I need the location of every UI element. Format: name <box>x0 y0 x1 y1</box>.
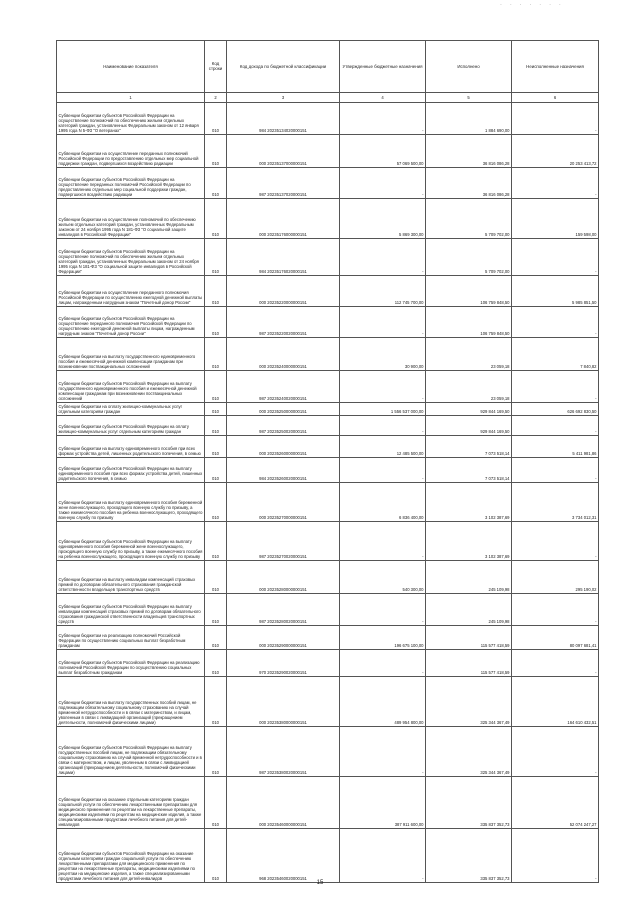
row-kbk: 000 20235220000000151 <box>227 276 340 307</box>
scan-mark: · · · · · · · <box>500 2 564 9</box>
row-done: 929 844 169,50 <box>426 403 512 416</box>
row-rest: 52 074 247,27 <box>512 777 599 829</box>
row-name: Субвенции бюджетам субъектов Российской Федерации на оплату жилищно-коммунальных услуг отдельным категориям граждан <box>57 416 205 436</box>
row-kbk: 984 20235134020000151 <box>227 103 340 135</box>
row-done: 335 837 352,73 <box>426 777 512 829</box>
row-code: 010 <box>205 168 227 199</box>
row-plan: 112 745 700,00 <box>340 276 426 307</box>
row-done: 36 816 086,28 <box>426 135 512 168</box>
header-rest: Неисполненные назначения <box>512 41 599 93</box>
row-name: Субвенции бюджетам на осуществление полномочий по обеспечению жильем отдельных категорий граждан, установленных Федеральным законом от 24 ноября 1995 года N 181-ФЗ "О социальной защите инвалидов в Российской Федерации" <box>57 199 205 239</box>
table-row <box>57 276 599 307</box>
row-plan: - <box>340 727 426 777</box>
row-kbk: 000 20235260000000151 <box>227 436 340 458</box>
row-rest: - <box>512 727 599 777</box>
row-plan: 5 869 300,00 <box>340 199 426 239</box>
row-kbk: 000 20235290000000151 <box>227 626 340 650</box>
table-row <box>57 168 599 199</box>
row-plan: - <box>340 650 426 677</box>
row-done: 23 059,18 <box>426 371 512 403</box>
row-rest: - <box>512 522 599 561</box>
table-row <box>57 239 599 276</box>
row-rest: 5 985 851,50 <box>512 276 599 307</box>
row-code: 010 <box>205 594 227 626</box>
row-code: 010 <box>205 403 227 416</box>
row-name: Субвенции бюджетам субъектов Российской Федерации на реализацию полномочий Российской Федерации по осуществлению социальных выплат безработным гражданам <box>57 650 205 677</box>
row-plan: - <box>340 416 426 436</box>
row-kbk: 987 20235250020000151 <box>227 416 340 436</box>
row-code: 010 <box>205 199 227 239</box>
table-row <box>57 522 599 561</box>
row-plan: - <box>340 371 426 403</box>
row-done: 7 073 518,14 <box>426 458 512 483</box>
row-code: 010 <box>205 371 227 403</box>
row-name: Субвенции бюджетам субъектов Российской Федерации на выплату государственного единовременного пособия и ежемесячной денежной компенсации гражданам при возникновении поствакцинальных осложнений <box>57 371 205 403</box>
row-code: 010 <box>205 135 227 168</box>
row-name: Субвенции бюджетам на оплату жилищно-коммунальных услуг отдельным категориям граждан <box>57 403 205 416</box>
row-rest: 20 253 413,72 <box>512 135 599 168</box>
row-code: 010 <box>205 777 227 829</box>
row-rest: - <box>512 168 599 199</box>
row-name: Субвенции бюджетам субъектов Российской Федерации на выплату государственных пособий лицам, не подлежащим обязательному социальному страхованию на случай временной нетрудоспособности и в связи с материнством, и лицам, уволенным в связи с ликвидацией организаций (прекращением деятельности, полномочий физическими лицами) <box>57 727 205 777</box>
row-code: 010 <box>205 458 227 483</box>
row-kbk: 000 20235176000000151 <box>227 199 340 239</box>
row-kbk: 968 20235460020000151 <box>227 829 340 883</box>
table-row <box>57 483 599 522</box>
row-name: Субвенции бюджетам субъектов Российской Федерации на оказание отдельным категориям граждан социальной услуги по обеспечению лекарственными препаратами для медицинского применения по рецептам на лекарственные препараты, медицинскими изделиями по рецептам на медицинские изделия, а также специализированными продуктами лечебного питания для детей-инвалидов <box>57 829 205 883</box>
table-row <box>57 403 599 416</box>
row-name: Субвенции бюджетам на реализацию полномочий Российской Федерации по осуществлению социальных выплат безработным гражданам <box>57 626 205 650</box>
row-kbk: 987 20235240020000151 <box>227 371 340 403</box>
row-code: 010 <box>205 276 227 307</box>
column-number: 1 <box>57 93 205 103</box>
row-plan: - <box>340 594 426 626</box>
row-name: Субвенции бюджетам на выплату государственных пособий лицам, не подлежащим обязательному социальному страхованию на случай временной нетрудоспособности и в связи с материнством, и лицам, уволенным в связи с ликвидацией организаций (прекращением деятельности, полномочий физическими лицами) <box>57 677 205 727</box>
row-code: 010 <box>205 829 227 883</box>
row-name: Субвенции бюджетам на осуществление переданного полномочия Российской Федерации по осуществлению ежегодной денежной выплаты лицам, награжденным нагрудным знаком "Почетный донор России" <box>57 276 205 307</box>
page-number: 15 <box>316 880 324 886</box>
row-name: Субвенции бюджетам на выплату единовременного пособия при всех формах устройства детей, лишенных родительского попечения, в семью <box>57 436 205 458</box>
row-rest: - <box>512 829 599 883</box>
row-name: Субвенции бюджетам на оказание отдельным категориям граждан социальной услуги по обеспечению лекарственными препаратами для медицинского применения по рецептам на лекарственные препараты, медицинскими изделиями по рецептам на медицинские изделия, а также специализированными продуктами лечебного питания для детей-инвалидов <box>57 777 205 829</box>
row-done: 325 344 367,49 <box>426 677 512 727</box>
row-code: 010 <box>205 307 227 338</box>
row-kbk: 000 20235250000000151 <box>227 403 340 416</box>
row-kbk: 000 20235380000000151 <box>227 677 340 727</box>
row-done: 5 709 702,00 <box>426 239 512 276</box>
row-done: 5 709 702,00 <box>426 199 512 239</box>
row-name: Субвенции бюджетам на осуществление переданных полномочий Российской Федерации по предоставлению отдельных мер социальной поддержки граждан, подвергшихся воздействию радиации <box>57 135 205 168</box>
row-name: Субвенции бюджетам субъектов Российской Федерации на осуществление полномочий по обеспечению жильем отдельных категорий граждан, установленных Федеральным законом от 24 ноября 1995 года N 181-ФЗ "О социальной защите инвалидов в Российской Федерации" <box>57 239 205 276</box>
table-row <box>57 458 599 483</box>
row-rest: 159 598,00 <box>512 199 599 239</box>
table-row <box>57 416 599 436</box>
table-row <box>57 727 599 777</box>
row-rest: - <box>512 239 599 276</box>
row-plan: 489 954 800,00 <box>340 677 426 727</box>
row-kbk: 000 20235280000000151 <box>227 561 340 594</box>
row-done: 1 884 690,00 <box>426 103 512 135</box>
revenue-table <box>56 40 599 883</box>
row-plan: - <box>340 307 426 338</box>
table-row <box>57 594 599 626</box>
row-rest: 295 190,02 <box>512 561 599 594</box>
column-number: 5 <box>426 93 512 103</box>
row-name: Субвенции бюджетам субъектов Российской Федерации на выплату инвалидам компенсаций страховых премий по договорам обязательного страхования гражданской ответственности владельцев транспортных средств <box>57 594 205 626</box>
row-rest: 3 734 012,31 <box>512 483 599 522</box>
table-row <box>57 199 599 239</box>
table-row <box>57 103 599 135</box>
row-kbk: 000 20235240000000151 <box>227 338 340 371</box>
row-code: 010 <box>205 416 227 436</box>
row-plan: 12 485 500,00 <box>340 436 426 458</box>
row-code: 010 <box>205 483 227 522</box>
row-rest: - <box>512 371 599 403</box>
row-plan: - <box>340 239 426 276</box>
row-kbk: 984 20235260020000151 <box>227 458 340 483</box>
row-code: 010 <box>205 727 227 777</box>
row-plan: 57 069 500,00 <box>340 135 426 168</box>
row-code: 010 <box>205 436 227 458</box>
table-row <box>57 338 599 371</box>
table-row <box>57 436 599 458</box>
row-code: 010 <box>205 239 227 276</box>
table-row <box>57 677 599 727</box>
row-name: Субвенции бюджетам на выплату государственного единовременного пособия и ежемесячной денежной компенсации гражданам при возникновении поствакцинальных осложнений <box>57 338 205 371</box>
row-name: Субвенции бюджетам на выплату единовременного пособия беременной жене военнослужащего, проходящего военную службу по призыву, а также ежемесячного пособия на ребенка военнослужащего, проходящего военную службу по призыву <box>57 483 205 522</box>
row-name: Субвенции бюджетам субъектов Российской Федерации на осуществление переданных полномочий Российской Федерации по предоставлению отдельных мер социальной поддержки граждан, подвергшихся воздействию радиации <box>57 168 205 199</box>
row-kbk: 000 20235137000000151 <box>227 135 340 168</box>
row-kbk: 000 20235270000000151 <box>227 483 340 522</box>
table-row <box>57 650 599 677</box>
row-rest: - <box>512 416 599 436</box>
header-name: Наименование показателя <box>57 41 205 93</box>
row-done: 335 837 352,73 <box>426 829 512 883</box>
table-row <box>57 626 599 650</box>
row-plan: 6 836 400,00 <box>340 483 426 522</box>
row-code: 010 <box>205 626 227 650</box>
row-done: 3 102 387,69 <box>426 483 512 522</box>
row-done: 245 109,98 <box>426 594 512 626</box>
header-kbk: Код дохода по бюджетной классификации <box>227 41 340 93</box>
row-plan: 196 675 100,00 <box>340 626 426 650</box>
row-rest: 626 692 830,50 <box>512 403 599 416</box>
header-plan: Утвержденные бюджетные назначения <box>340 41 426 93</box>
header-row <box>57 41 599 93</box>
row-kbk: 970 20235290020000151 <box>227 650 340 677</box>
row-rest: 164 610 432,51 <box>512 677 599 727</box>
row-name: Субвенции бюджетам субъектов Российской Федерации на осуществление переданного полномочия Российской Федерации по осуществлению ежегодной денежной выплаты лицам, награжденным нагрудным знаком "Почетный донор России" <box>57 307 205 338</box>
row-plan: 1 556 537 000,00 <box>340 403 426 416</box>
row-plan: - <box>340 458 426 483</box>
row-done: 23 059,18 <box>426 338 512 371</box>
table-row <box>57 307 599 338</box>
row-done: 115 577 418,59 <box>426 626 512 650</box>
row-code: 010 <box>205 677 227 727</box>
row-kbk: 984 20235176020000151 <box>227 239 340 276</box>
row-name: Субвенции бюджетам субъектов Российской Федерации на выплату единовременного пособия беременной жене военнослужащего, проходящего военную службу по призыву, а также ежемесячного пособия на ребенка военнослужащего, проходящего военную службу по призыву <box>57 522 205 561</box>
row-rest: - <box>512 594 599 626</box>
row-code: 010 <box>205 650 227 677</box>
table-row <box>57 371 599 403</box>
row-done: 106 759 848,50 <box>426 307 512 338</box>
column-number: 4 <box>340 93 426 103</box>
row-done: 245 109,98 <box>426 561 512 594</box>
row-name: Субвенции бюджетам на выплату инвалидам компенсаций страховых премий по договорам обязательного страхования гражданской ответственности владельцев транспортных средств <box>57 561 205 594</box>
row-done: 106 759 848,50 <box>426 276 512 307</box>
column-number-row <box>57 93 599 103</box>
row-code: 010 <box>205 522 227 561</box>
row-rest: - <box>512 307 599 338</box>
table-row <box>57 777 599 829</box>
row-plan: - <box>340 103 426 135</box>
row-done: 929 844 169,50 <box>426 416 512 436</box>
row-plan: 30 900,00 <box>340 338 426 371</box>
row-rest: - <box>512 103 599 135</box>
header-done: Исполнено <box>426 41 512 93</box>
column-number: 2 <box>205 93 227 103</box>
row-code: 010 <box>205 338 227 371</box>
row-kbk: 987 20235380020000151 <box>227 727 340 777</box>
row-code: 010 <box>205 561 227 594</box>
row-name: Субвенции бюджетам субъектов Российской Федерации на осуществление полномочий по обеспечению жильем отдельных категорий граждан, установленных Федеральным законом от 12 января 1995 года N 5-ФЗ "О ветеранах" <box>57 103 205 135</box>
column-number: 6 <box>512 93 599 103</box>
row-done: 3 102 387,69 <box>426 522 512 561</box>
row-kbk: 987 20235137020000151 <box>227 168 340 199</box>
column-number: 3 <box>227 93 340 103</box>
table-row <box>57 135 599 168</box>
row-plan: - <box>340 522 426 561</box>
row-rest: 5 411 981,86 <box>512 436 599 458</box>
row-rest: 7 840,82 <box>512 338 599 371</box>
row-done: 325 344 367,49 <box>426 727 512 777</box>
row-done: 7 073 518,14 <box>426 436 512 458</box>
row-rest: - <box>512 458 599 483</box>
row-kbk: 987 20235220020000151 <box>227 307 340 338</box>
row-plan: - <box>340 829 426 883</box>
row-kbk: 987 20235270020000151 <box>227 522 340 561</box>
row-plan: - <box>340 168 426 199</box>
table-row <box>57 829 599 883</box>
row-kbk: 987 20235280020000151 <box>227 594 340 626</box>
row-rest: - <box>512 650 599 677</box>
row-name: Субвенции бюджетам субъектов Российской Федерации на выплату единовременного пособия при всех формах устройства детей, лишенных родительского попечения, в семью <box>57 458 205 483</box>
row-rest: 80 097 681,41 <box>512 626 599 650</box>
row-done: 115 577 418,59 <box>426 650 512 677</box>
row-plan: 387 911 600,00 <box>340 777 426 829</box>
row-plan: 540 300,00 <box>340 561 426 594</box>
row-code: 010 <box>205 103 227 135</box>
row-kbk: 000 20235460000000151 <box>227 777 340 829</box>
row-done: 36 816 086,28 <box>426 168 512 199</box>
table-row <box>57 561 599 594</box>
header-code: Код строки <box>205 41 227 93</box>
